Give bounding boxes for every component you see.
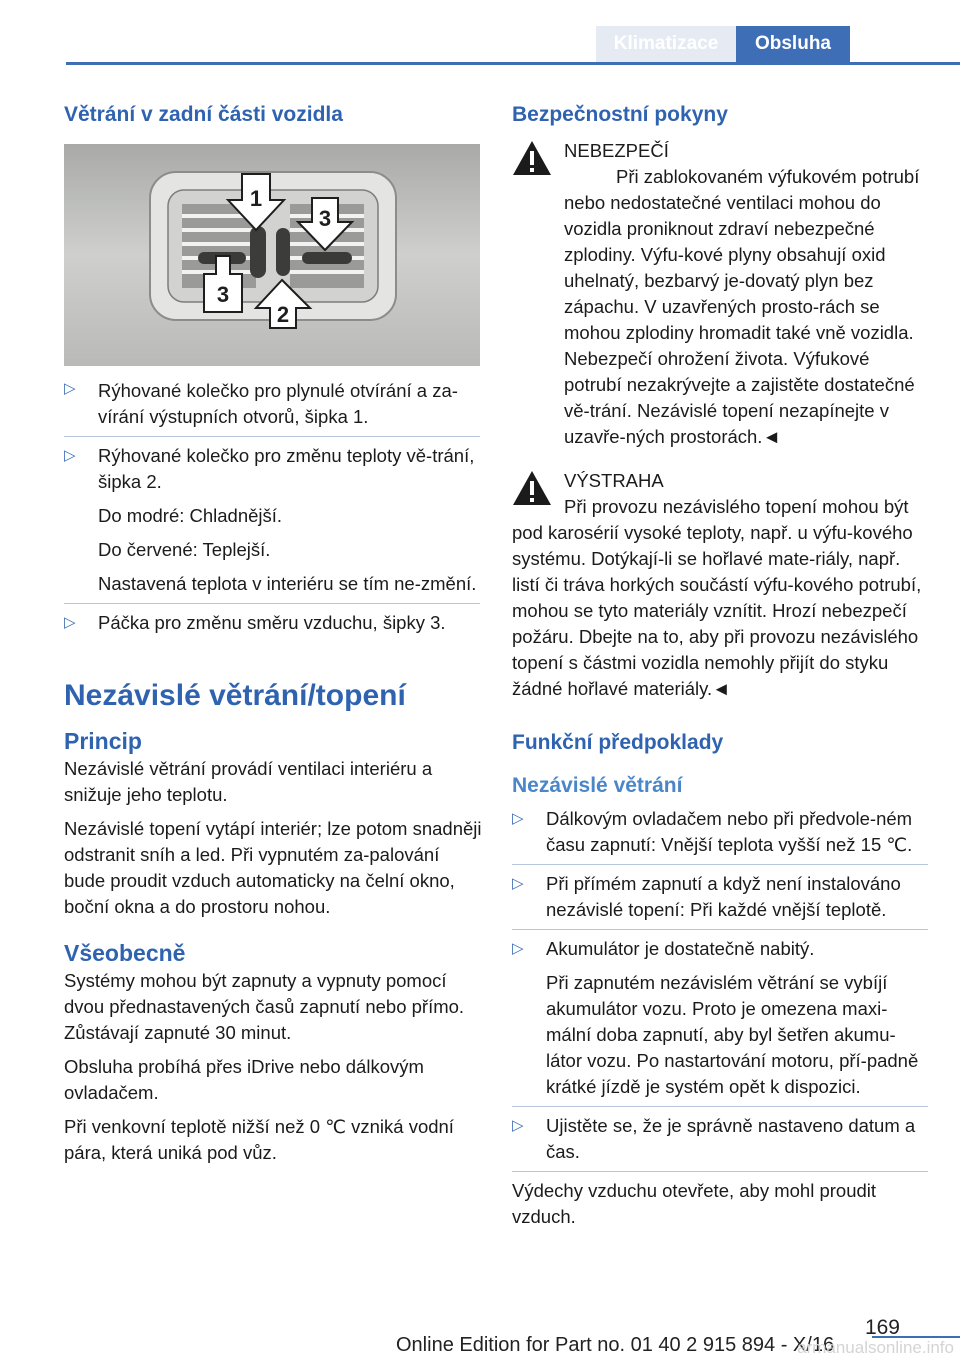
warning-text: Při provozu nezávislého topení mohou být pod karosérií vysoké teploty, např. u výfu‐kového systému. Dotýkají-li se hořlavé mate‐riály, např. listí či tráva horkých součástí výfu‐kového potrubí, mohou se tyto materiály vznítit. Hrozí nebezpečí požáru. Dbejte na to, aby při provozu nezávislého topení s částmi vozidla nemohly přijít do styku žádné hořlavé materiály.◄ — [512, 496, 922, 699]
bullet-triangle-icon: ▷ — [64, 614, 76, 631]
left-column — [64, 100, 484, 1166]
list-item-text: Rýhované kolečko pro plynulé otvírání a za‐vírání výstupních otvorů, šipka 1. — [98, 380, 458, 427]
list-item — [512, 864, 928, 923]
bullet-triangle-icon: ▷ — [64, 447, 76, 464]
list-item-text: Dálkovým ovladačem nebo při předvole‐ném času zapnutí: Vnější teplota vyšší než 15 ℃. — [546, 808, 913, 855]
list-item-text: Páčka pro změnu směru vzduchu, šipky 3. — [98, 612, 446, 633]
list-divider — [512, 1106, 928, 1107]
header-section-label: Klimatizace — [596, 26, 736, 62]
right-column — [512, 100, 928, 1230]
edition-note: Online Edition for Part no. 01 40 2 915 894 - X/16 — [396, 1334, 835, 1356]
list-divider — [512, 864, 928, 865]
warning-title: NEBEZPEČÍ — [564, 140, 669, 161]
list-item-note: Do červené: Teplejší. — [98, 539, 271, 560]
general-heading: Všeobecně — [64, 940, 186, 966]
prerequisites-heading: Funkční předpoklady — [512, 731, 724, 754]
watermark: armanualsonline.info — [797, 1338, 954, 1357]
list-item-text: Rýhované kolečko pro změnu teploty vě‐trání, šipka 2. — [98, 445, 475, 492]
paragraph: Nezávislé topení vytápí interiér; lze potom snadněji odstranit sníh a led. Při vypnutém za‐palování bude proudit vzduch automaticky na čelní okno, boční okna a do prostoru nohou. — [64, 818, 482, 917]
list-item — [512, 806, 928, 858]
paragraph: Obsluha probíhá přes iDrive nebo dálkovým ovladačem. — [64, 1056, 424, 1103]
rear-vent-illustration — [64, 144, 480, 366]
list-item — [512, 1106, 928, 1165]
list-item — [512, 929, 928, 1100]
bullet-triangle-icon: ▷ — [512, 1117, 524, 1134]
caution-warning — [512, 468, 928, 702]
rear-vent-list — [64, 376, 484, 636]
list-item-note: Do modré: Chladnější. — [98, 505, 283, 526]
header-chapter-tab: Obsluha — [736, 26, 850, 62]
paragraph: Nezávislé větrání provádí ventilaci interiéru a snižuje jeho teplotu. — [64, 758, 433, 805]
temperature-thumbwheel — [276, 228, 290, 276]
prerequisites-list — [512, 806, 928, 1165]
list-item-text: Akumulátor je dostatečně nabitý. — [546, 938, 815, 959]
list-item — [64, 436, 484, 597]
list-item-text: Při přímém zapnutí a když není instalováno nezávislé topení: Při každé vnější teplotě. — [546, 873, 901, 920]
list-divider — [64, 603, 480, 604]
list-divider — [512, 1171, 928, 1172]
figure-label-3-left: 3 — [216, 282, 230, 307]
paragraph: Výdechy vzduchu otevřete, aby mohl proudit vzduch. — [512, 1180, 877, 1227]
warning-triangle-icon — [512, 470, 552, 506]
princip-heading: Princip — [64, 728, 142, 754]
rear-vent-figure — [64, 144, 480, 366]
warning-triangle-icon — [512, 140, 552, 176]
bullet-triangle-icon: ▷ — [512, 810, 524, 827]
list-item-text: Ujistěte se, že je správně nastaveno datum a čas. — [546, 1115, 916, 1162]
paragraph: Při venkovní teplotě nižší než 0 ℃ vzniká vodní pára, která uniká pod vůz. — [64, 1116, 454, 1163]
list-item — [64, 376, 484, 430]
flow-thumbwheel — [250, 226, 266, 278]
section-title: Nezávislé větrání/topení — [64, 679, 406, 712]
figure-label-1: 1 — [249, 186, 263, 211]
figure-label-2: 2 — [276, 302, 290, 327]
danger-warning — [512, 138, 928, 450]
bullet-triangle-icon: ▷ — [512, 940, 524, 957]
list-item — [64, 603, 484, 636]
bullet-triangle-icon: ▷ — [64, 380, 76, 397]
list-divider — [512, 929, 928, 930]
figure-label-3-right: 3 — [318, 206, 332, 231]
list-divider — [64, 436, 480, 437]
warning-text: Při zablokovaném výfukovém potrubí nebo nedostatečné ventilaci mohou do vozidla proniknout zdraví nebezpečné zplodiny. Výfu‐kové plyny obsahují oxid uhelnatý, bezbarvý je‐dovatý plyn bez zápachu. V uzavřených prosto‐rách se mohou zplodiny hromadit také vně vozidla. Nebezpečí ohrožení života. Výfukové potrubí nezakrývejte a zajistěte dostatečné vě‐trání. Nezávislé topení nezapínejte v uzavře‐ných prostorách.◄ — [564, 166, 920, 447]
header-rule — [66, 62, 960, 65]
list-item-note: Při zapnutém nezávislém větrání se vybíjí akumulátor vozu. Proto je omezena maxi‐mální doba zapnutí, aby byl šetřen akumu‐látor vozu. Po nastartování motoru, pří‐padně krátké jízdě je systém opět k dispozici. — [546, 972, 919, 1097]
warning-title: VÝSTRAHA — [564, 470, 664, 491]
list-item-note: Nastavená teplota v interiéru se tím ne‐změní. — [98, 573, 477, 594]
safety-heading: Bezpečnostní pokyny — [512, 103, 728, 126]
rear-ventilation-heading: Větrání v zadní části vozidla — [64, 103, 343, 126]
bullet-triangle-icon: ▷ — [512, 875, 524, 892]
paragraph: Systémy mohou být zapnuty a vypnuty pomocí dvou přednastavených časů zapnutí nebo přímo. Zůstávají zapnuté 30 minut. — [64, 970, 465, 1043]
page-number: 169 — [864, 1316, 900, 1339]
ventilation-subheading: Nezávislé větrání — [512, 774, 683, 797]
